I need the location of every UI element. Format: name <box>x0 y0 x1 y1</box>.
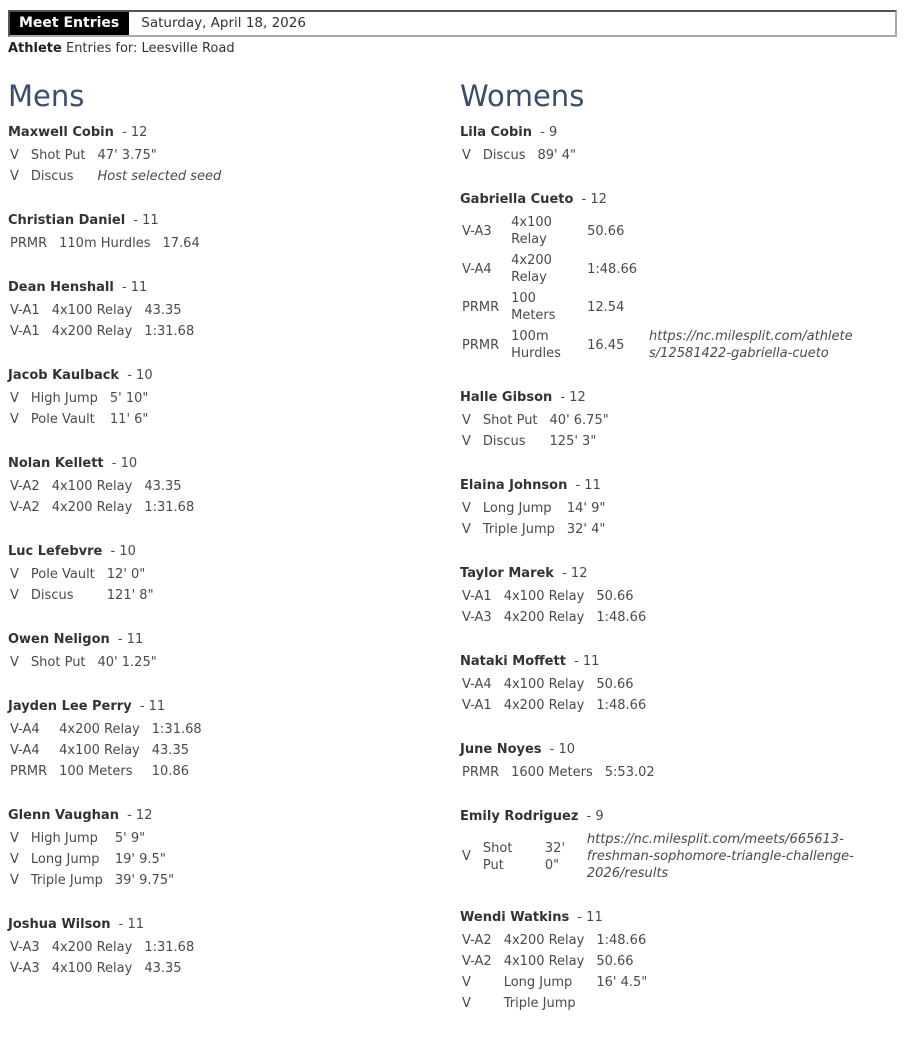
event-name-cell: Pole Vault <box>30 412 95 427</box>
athlete-grade: - 11 <box>575 478 601 493</box>
athlete-events-table <box>8 388 158 430</box>
division-cell: V <box>462 996 471 1011</box>
event-name-cell: 100 Meters <box>511 291 556 323</box>
seed-mark-cell: 40' 1.25" <box>97 655 157 670</box>
event-name-cell: Discus <box>482 148 526 163</box>
athlete-events-table <box>460 762 665 783</box>
event-name-cell: Long Jump <box>30 852 100 867</box>
seed-mark-cell: 89' 4" <box>537 148 576 163</box>
event-name-cell: 4x200 Relay <box>51 500 133 515</box>
division-cell: V-A1 <box>462 589 492 604</box>
event-row <box>460 519 615 540</box>
seed-mark-cell: 17.64 <box>162 236 200 251</box>
womens-athlete-list <box>460 124 905 1014</box>
event-name-cell: Long Jump <box>482 501 552 516</box>
athlete-name: June Noyes <box>460 742 542 757</box>
event-row <box>8 740 212 761</box>
athlete-grade: - 10 <box>111 456 138 471</box>
event-row <box>460 250 864 288</box>
seed-mark-cell: 12.54 <box>587 299 625 315</box>
event-name-cell: Discus <box>482 434 526 449</box>
division-cell: V <box>10 831 19 846</box>
event-name-cell: 4x100 Relay <box>59 743 140 758</box>
event-name-cell: Pole Vault <box>30 567 95 582</box>
seed-mark-cell: 125' 3" <box>549 434 597 449</box>
seed-mark-cell <box>594 993 657 1014</box>
athlete-entry <box>8 212 460 254</box>
seed-mark-cell: 16' 4.5" <box>596 975 648 990</box>
athlete-grade: - 12 <box>122 125 148 140</box>
athlete-name: Taylor Marek <box>460 566 554 581</box>
seed-mark-cell: 1:31.68 <box>144 940 195 955</box>
event-name-cell: Triple Jump <box>30 873 103 888</box>
event-name-cell: 4x200 Relay <box>51 940 133 955</box>
event-name-cell: 100m Hurdles <box>511 329 561 361</box>
athlete-name-row <box>8 212 460 229</box>
division-cell: V <box>10 852 19 867</box>
division-cell: V <box>462 501 471 516</box>
athlete-name-row <box>8 124 460 141</box>
athlete-entry <box>8 367 460 430</box>
event-name-cell: 1600 Meters <box>511 765 593 780</box>
event-row <box>460 212 864 250</box>
division-cell: V-A1 <box>462 698 492 713</box>
womens-heading: Womens <box>460 79 585 113</box>
seed-mark-cell: 1:48.66 <box>596 933 647 948</box>
athlete-entry <box>460 191 905 364</box>
athlete-events-table <box>460 674 656 716</box>
event-row <box>460 829 867 884</box>
athlete-grade: - 11 <box>121 280 148 295</box>
athlete-name: Luc Lefebvre <box>8 544 103 559</box>
athlete-events-table <box>8 828 184 891</box>
athlete-name: Elaina Johnson <box>460 478 568 493</box>
division-cell: V <box>10 588 19 603</box>
event-name-cell: 4x200 Relay <box>503 610 585 625</box>
meet-entries-label: Meet Entries <box>10 12 129 35</box>
event-name-cell: 4x100 Relay <box>51 479 133 494</box>
event-name-cell: High Jump <box>30 391 98 406</box>
event-row <box>8 321 204 342</box>
event-row <box>8 388 158 409</box>
seed-mark-cell: 43.35 <box>144 479 182 494</box>
athlete-name: Christian Daniel <box>8 213 126 228</box>
event-row <box>460 410 619 431</box>
event-row <box>460 972 657 993</box>
seed-mark-cell: 1:48.66 <box>596 698 647 713</box>
athlete-name: Jacob Kaulback <box>8 368 120 383</box>
seed-mark-cell: 47' 3.75" <box>97 148 157 163</box>
event-name-cell: 100 Meters <box>59 764 133 779</box>
division-cell: V <box>10 655 19 670</box>
event-row <box>8 828 184 849</box>
division-cell: V-A3 <box>462 223 492 239</box>
subtitle-team: Entries for: Leesville Road <box>61 41 235 56</box>
event-row <box>8 233 210 254</box>
event-row <box>8 166 231 187</box>
seed-mark-cell: 5' 10" <box>109 391 149 406</box>
subtitle <box>8 41 897 56</box>
division-cell: PRMR <box>10 764 48 779</box>
athlete-grade: - 10 <box>110 544 136 559</box>
athlete-name-row <box>460 808 905 825</box>
seed-mark-cell: 32' 4" <box>566 522 606 537</box>
division-cell: V <box>462 849 471 864</box>
seed-mark-cell: 5:53.02 <box>604 765 655 780</box>
meet-date: Saturday, April 18, 2026 <box>141 15 306 31</box>
athlete-name-row <box>460 565 905 582</box>
event-row <box>460 930 657 951</box>
event-row <box>460 607 656 628</box>
athlete-grade: - 11 <box>574 654 600 669</box>
division-cell: V-A4 <box>462 261 492 277</box>
division-cell: PRMR <box>462 765 500 780</box>
event-row <box>460 762 665 783</box>
athlete-events-table <box>460 586 656 628</box>
event-name-cell: 4x100 Relay <box>503 677 585 692</box>
athlete-events-table <box>8 300 204 342</box>
athlete-name: Glenn Vaughan <box>8 808 119 823</box>
seed-mark-cell: 1:48.66 <box>587 261 637 277</box>
division-cell: V <box>462 413 471 428</box>
athlete-entry <box>8 124 460 187</box>
athlete-name: Nolan Kellett <box>8 456 104 471</box>
event-row <box>8 870 184 891</box>
athlete-name: Nataki Moffett <box>460 654 566 669</box>
seed-mark-cell: 12' 0" <box>106 567 146 582</box>
seed-mark-cell: 19' 9.5" <box>114 852 166 867</box>
event-row <box>460 498 615 519</box>
event-row <box>460 145 586 166</box>
athlete-entry <box>460 909 905 1014</box>
division-cell: V <box>462 148 471 163</box>
division-cell: V <box>10 567 19 582</box>
event-row <box>8 476 204 497</box>
athlete-name: Gabriella Cueto <box>460 192 574 207</box>
event-name-cell: 4x200 Relay <box>59 722 140 737</box>
mens-athlete-list <box>8 124 460 979</box>
athlete-events-table <box>8 937 204 979</box>
entry-comment-cell: https://nc.milesplit.com/athletes/12581422-gabriella-cueto <box>649 329 853 361</box>
seed-mark-cell: 43.35 <box>151 743 189 758</box>
event-name-cell: Triple Jump <box>482 522 555 537</box>
division-cell: V-A3 <box>10 961 40 976</box>
event-row <box>460 951 657 972</box>
division-cell: V-A2 <box>462 933 492 948</box>
seed-mark-cell: 50.66 <box>596 677 634 692</box>
event-name-cell: Triple Jump <box>503 996 576 1011</box>
athlete-entry <box>8 455 460 518</box>
event-name-cell: 4x100 Relay <box>511 215 552 247</box>
athlete-entry <box>460 565 905 628</box>
event-name-cell: 110m Hurdles <box>59 236 151 251</box>
division-cell: V-A1 <box>10 303 40 318</box>
event-name-cell: 4x100 Relay <box>51 961 133 976</box>
event-name-cell: Shot Put <box>30 655 86 670</box>
athlete-grade: - 12 <box>560 390 586 405</box>
event-name-cell: 4x200 Relay <box>511 253 552 285</box>
event-name-cell: 4x100 Relay <box>51 303 133 318</box>
event-row <box>8 145 231 166</box>
seed-mark-cell: 121' 8" <box>106 588 154 603</box>
athlete-events-table <box>460 410 619 452</box>
event-name-cell: 4x200 Relay <box>503 698 585 713</box>
seed-mark-cell: 1:48.66 <box>596 610 647 625</box>
event-name-cell: Shot Put <box>30 148 86 163</box>
athlete-grade: - 11 <box>139 699 166 714</box>
athlete-name: Dean Henshall <box>8 280 114 295</box>
athlete-events-table <box>460 145 586 166</box>
division-cell: V <box>462 522 471 537</box>
seed-mark-cell: 10.86 <box>151 764 189 779</box>
division-cell: V-A3 <box>462 610 492 625</box>
athlete-grade: - 11 <box>118 917 145 932</box>
athlete-name-row <box>460 741 905 758</box>
division-cell: V <box>462 975 471 990</box>
athlete-name: Emily Rodriguez <box>460 809 579 824</box>
athlete-grade: - 12 <box>562 566 588 581</box>
event-row <box>8 849 184 870</box>
division-cell: V-A2 <box>10 479 40 494</box>
division-cell: V-A4 <box>10 722 40 737</box>
seed-mark-cell: 50.66 <box>596 954 634 969</box>
athlete-events-table <box>460 212 864 364</box>
event-name-cell: Shot Put <box>482 840 513 873</box>
athlete-events-table <box>8 564 164 606</box>
seed-mark-cell: 1:31.68 <box>151 722 202 737</box>
athlete-name: Joshua Wilson <box>8 917 111 932</box>
athlete-entry <box>460 653 905 716</box>
event-name-cell: Discus <box>30 169 74 184</box>
event-row <box>460 326 864 364</box>
athlete-entry <box>460 389 905 452</box>
seed-mark-cell: 50.66 <box>587 223 625 239</box>
athlete-entry <box>8 698 460 782</box>
athlete-events-table <box>460 829 867 884</box>
athlete-name: Owen Neligon <box>8 632 110 647</box>
athlete-entry <box>460 741 905 783</box>
event-row <box>460 674 656 695</box>
division-cell: PRMR <box>10 236 48 251</box>
event-row <box>460 431 619 452</box>
athlete-entry <box>8 279 460 342</box>
entry-comment-cell: https://nc.milesplit.com/meets/665613-freshman-sophomore-triangle-challenge-2026/results <box>586 832 854 881</box>
athlete-grade: - 11 <box>133 213 159 228</box>
event-name-cell: 4x200 Relay <box>51 324 133 339</box>
seed-mark-cell: 1:31.68 <box>144 324 195 339</box>
athlete-entry <box>460 808 905 884</box>
seed-mark-cell: 43.35 <box>144 961 182 976</box>
seed-mark-cell: 50.66 <box>596 589 634 604</box>
seed-mark-cell: 16.45 <box>587 337 625 353</box>
athlete-name-row <box>8 807 460 824</box>
athlete-name-row <box>8 631 460 648</box>
seed-mark-cell: 40' 6.75" <box>549 413 609 428</box>
athlete-grade: - 12 <box>581 192 607 207</box>
event-name-cell: 4x200 Relay <box>503 933 585 948</box>
athlete-entry <box>8 916 460 979</box>
athlete-name-row <box>8 916 460 933</box>
division-cell: PRMR <box>462 299 500 315</box>
womens-column <box>460 56 905 1039</box>
athlete-grade: - 9 <box>540 125 558 140</box>
athlete-name: Lila Cobin <box>460 125 532 140</box>
athlete-grade: - 9 <box>586 809 604 824</box>
event-row <box>8 564 164 585</box>
athlete-name-row <box>460 477 905 494</box>
athlete-events-table <box>8 652 167 673</box>
event-row <box>8 937 204 958</box>
athlete-name-row <box>460 124 905 141</box>
seed-mark-cell: 43.35 <box>144 303 182 318</box>
athlete-name: Jayden Lee Perry <box>8 699 132 714</box>
athlete-name-row <box>8 367 460 384</box>
event-name-cell: 4x100 Relay <box>503 589 585 604</box>
seed-mark-cell: 5' 9" <box>114 831 146 846</box>
event-row <box>8 652 167 673</box>
athlete-events-table <box>8 719 212 782</box>
athlete-name-row <box>460 389 905 406</box>
athlete-events-table <box>460 930 657 1014</box>
athlete-name-row <box>8 455 460 472</box>
athlete-grade: - 10 <box>127 368 153 383</box>
seed-mark-cell: 11' 6" <box>109 412 149 427</box>
athlete-grade: - 10 <box>549 742 576 757</box>
seed-mark-cell: 32' 0" <box>544 840 566 873</box>
athlete-events-table <box>460 498 615 540</box>
athlete-entry <box>8 631 460 673</box>
event-name-cell: Long Jump <box>503 975 573 990</box>
event-row <box>8 409 158 430</box>
division-cell: V-A4 <box>462 677 492 692</box>
seed-mark-cell: 1:31.68 <box>144 500 195 515</box>
event-name-cell: 4x100 Relay <box>503 954 585 969</box>
event-row <box>460 695 656 716</box>
seed-mark-cell: 14' 9" <box>566 501 606 516</box>
subtitle-athlete-word: Athlete <box>8 41 62 56</box>
event-row <box>8 719 212 740</box>
event-row <box>460 993 657 1014</box>
athlete-name-row <box>8 698 460 715</box>
athlete-entry <box>8 543 460 606</box>
athlete-name-row <box>8 279 460 296</box>
athlete-events-table <box>8 145 231 187</box>
event-row <box>8 958 204 979</box>
division-cell: V <box>10 169 19 184</box>
seed-mark-cell: 39' 9.75" <box>114 873 175 888</box>
athlete-name: Wendi Watkins <box>460 910 570 925</box>
event-name-cell: High Jump <box>30 831 98 846</box>
athlete-name-row <box>460 909 905 926</box>
athlete-grade: - 11 <box>117 632 144 647</box>
division-cell: V-A3 <box>10 940 40 955</box>
division-cell: V <box>10 148 19 163</box>
athlete-events-table <box>8 476 204 518</box>
athlete-grade: - 12 <box>127 808 153 823</box>
athlete-name: Halle Gibson <box>460 390 553 405</box>
athlete-name-row <box>8 543 460 560</box>
event-row <box>8 761 212 782</box>
athlete-name: Maxwell Cobin <box>8 125 114 140</box>
division-cell: V-A1 <box>10 324 40 339</box>
event-row <box>460 586 656 607</box>
division-cell: V <box>462 434 471 449</box>
athlete-events-table <box>8 233 210 254</box>
mens-column <box>8 56 460 1004</box>
division-cell: V-A4 <box>10 743 40 758</box>
event-row <box>8 497 204 518</box>
event-name-cell: Discus <box>30 588 74 603</box>
title-bar <box>8 10 897 37</box>
entries-columns <box>0 56 905 1039</box>
event-name-cell: Shot Put <box>482 413 538 428</box>
division-cell: V-A2 <box>462 954 492 969</box>
division-cell: V-A2 <box>10 500 40 515</box>
athlete-entry <box>460 477 905 540</box>
athlete-grade: - 11 <box>577 910 603 925</box>
division-cell: V <box>10 412 19 427</box>
division-cell: V <box>10 391 19 406</box>
mens-heading: Mens <box>8 79 85 113</box>
event-row <box>8 585 164 606</box>
athlete-name-row <box>460 191 905 208</box>
athlete-entry <box>8 807 460 891</box>
athlete-name-row <box>460 653 905 670</box>
athlete-entry <box>460 124 905 166</box>
division-cell: V <box>10 873 19 888</box>
event-row <box>8 300 204 321</box>
event-row <box>460 288 864 326</box>
seed-mark-cell: Host selected seed <box>97 169 222 184</box>
division-cell: PRMR <box>462 337 500 353</box>
